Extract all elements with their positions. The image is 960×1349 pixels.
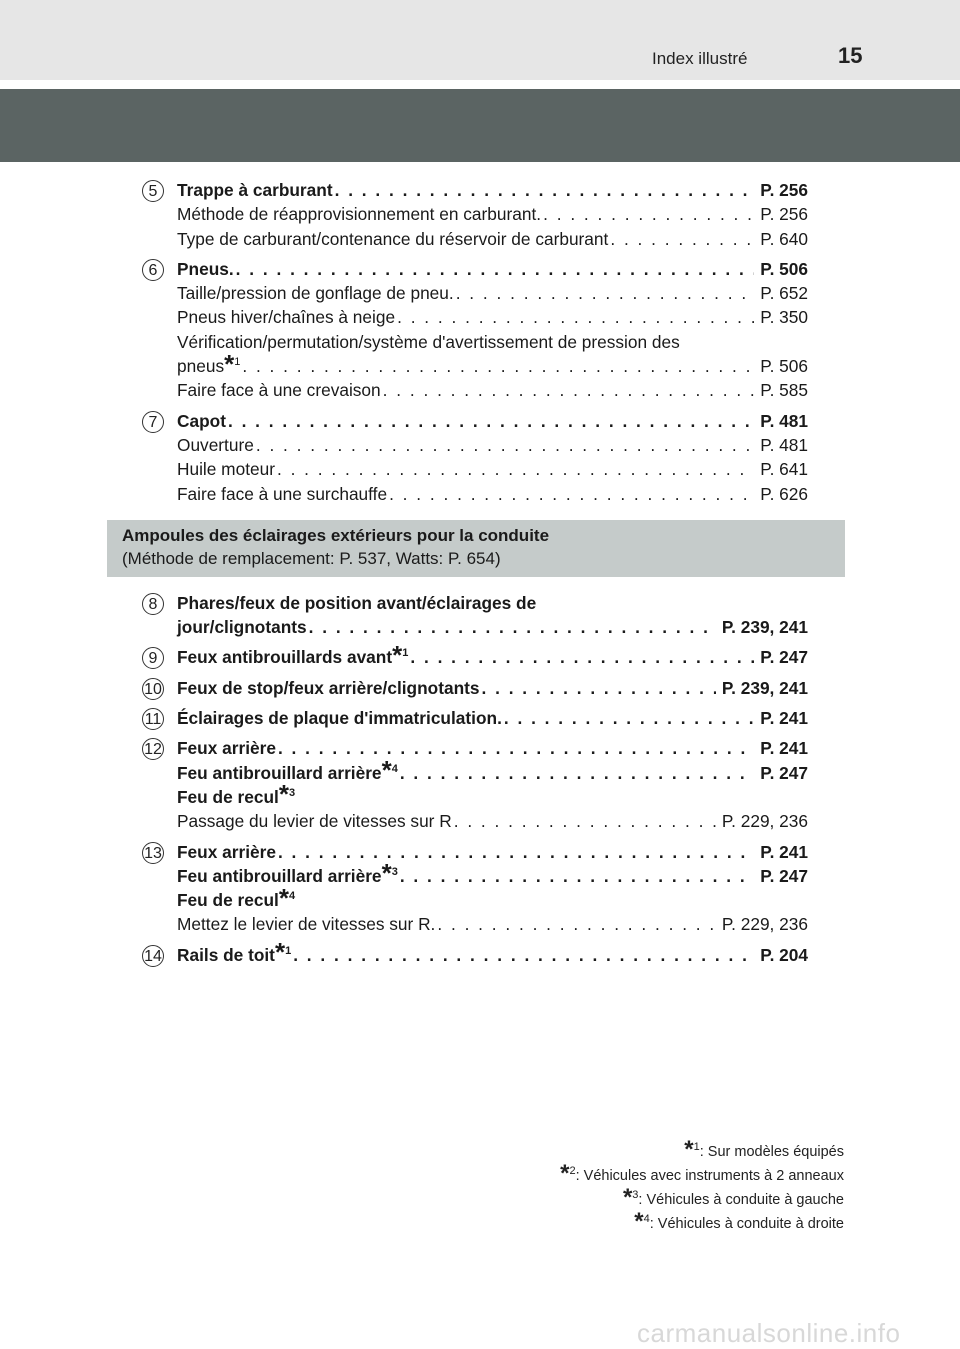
callout-number: 12: [142, 738, 164, 760]
page-header: [0, 0, 960, 80]
entry-label: Trappe à carburant: [177, 180, 333, 200]
index-entry: [177, 330, 808, 354]
entry-label: Faire face à une crevaison: [177, 380, 381, 401]
entry-label: Huile moteur: [177, 459, 275, 480]
index-entry: [177, 755, 808, 786]
footnote: *$^2$: Véhicules avec instruments à 2 anneaux: [560, 1160, 844, 1188]
entry-label: Feux arrière: [177, 841, 276, 862]
footnote-ref: 3: [288, 787, 296, 800]
footnote-star: *: [622, 1184, 633, 1212]
index-entry: [177, 639, 808, 670]
entry-label: Ouverture: [177, 434, 254, 455]
dot-leader: [383, 378, 755, 402]
footnote-number: 2: [569, 1165, 576, 1178]
entry-label: Vérification/permutation/système d'avertissement de pression des: [177, 331, 680, 352]
dot-leader: [277, 457, 754, 481]
index-entry: [177, 615, 808, 639]
page-reference: P. 641: [760, 459, 808, 480]
footnote-number: 3: [632, 1189, 639, 1202]
callout-number: 11: [142, 708, 164, 730]
footnote-star: *: [392, 639, 403, 670]
entry-label: Pneus.: [177, 258, 234, 279]
index-entry: [177, 433, 808, 457]
index-group: [0, 937, 960, 968]
callout-number: 13: [142, 842, 164, 864]
dot-leader: [410, 645, 754, 669]
index-entry: [177, 305, 808, 329]
callout-number: 10: [142, 678, 164, 700]
index-entry: [177, 257, 808, 281]
page-reference: P. 229, 236: [721, 914, 808, 935]
entry-label: Mettez le levier de vitesses sur R.: [177, 914, 436, 935]
footnote-ref: 3: [391, 866, 398, 879]
lamp-box-subtitle: (Méthode de remplacement: P. 537, Watts: P. 654): [122, 548, 501, 568]
footnote-ref: 1: [234, 356, 241, 369]
index-content: [0, 178, 960, 973]
dot-leader: [278, 840, 754, 864]
dot-leader: [610, 227, 754, 251]
dot-leader: [400, 761, 754, 785]
index-entry: [177, 779, 808, 810]
index-group: [0, 706, 960, 730]
footnote-ref: 4: [288, 890, 296, 903]
index-entry: [177, 202, 808, 226]
entry-label: Feux de stop/feux arrière/clignotants: [177, 677, 480, 698]
index-entry: [177, 591, 808, 615]
index-entry: [177, 858, 808, 889]
dot-leader: [397, 305, 754, 329]
footnote-star: *: [684, 1136, 694, 1164]
footnote-star: *: [274, 937, 286, 968]
section-title: Index illustré: [652, 49, 748, 68]
page-reference: P. 481: [760, 410, 808, 431]
page-reference: P. 506: [760, 258, 808, 279]
dot-leader: [309, 615, 716, 639]
watermark: carmanualsonline.info: [637, 1318, 901, 1348]
index-entry: [177, 706, 808, 730]
entry-label: Faire face à une surchauffe: [177, 483, 388, 504]
dot-leader: [456, 281, 755, 305]
footnote-star: *: [560, 1160, 570, 1188]
page-reference: P. 247: [760, 865, 808, 886]
lamp-box-title: Ampoules des éclairages extérieurs pour la conduite: [122, 525, 550, 545]
footnote: *$^1$: Sur modèles équipés: [684, 1136, 844, 1164]
callout-number: 7: [142, 411, 164, 433]
entry-label: Pneus hiver/chaînes à neige: [177, 307, 396, 328]
footnote-number: 1: [693, 1141, 700, 1154]
index-group: [0, 639, 960, 670]
index-group: [0, 840, 960, 937]
index-groups-bottom: [0, 591, 960, 967]
footnote-ref: 1: [402, 647, 409, 660]
entry-label: Rails de toit*$^1$: [177, 937, 292, 968]
page-reference: P. 239, 241: [721, 617, 808, 638]
dot-leader: [236, 257, 755, 281]
page-reference: P. 256: [760, 204, 808, 225]
entry-label: Passage du levier de vitesses sur R: [177, 811, 452, 832]
page-reference: P. 256: [760, 180, 808, 200]
index-entry: [177, 178, 808, 202]
page-reference: P. 241: [760, 708, 808, 729]
entry-label: Capot: [177, 410, 226, 431]
index-entry: [177, 937, 808, 968]
index-entry: [177, 348, 808, 379]
entry-label: jour/clignotants: [177, 617, 307, 638]
index-entry: [177, 840, 808, 864]
entry-label: Taille/pression de gonflage de pneu.: [177, 283, 454, 304]
dot-leader: [504, 706, 754, 730]
dot-leader: [543, 202, 754, 226]
dot-leader: [256, 433, 754, 457]
entry-label: Éclairages de plaque d'immatriculation.: [177, 708, 502, 729]
index-group: [0, 591, 960, 640]
page-reference: P. 241: [760, 738, 808, 759]
callout-number: 8: [142, 593, 164, 615]
dot-leader: [335, 178, 755, 202]
entry-label: Phares/feux de position avant/éclairages de: [177, 592, 537, 613]
footnote-ref: 4: [391, 762, 398, 775]
exterior-lamps-box: [107, 520, 845, 577]
page-reference: P. 241: [760, 841, 808, 862]
entry-label: Feu antibrouillard arrière*$^3$: [177, 858, 398, 889]
dot-leader: [228, 409, 754, 433]
index-entry: [177, 409, 808, 433]
index-group: [0, 736, 960, 833]
entry-label: Feux antibrouillards avant*$^1$: [177, 639, 409, 670]
page-number: 15: [838, 43, 863, 68]
page-reference: P. 239, 241: [721, 677, 808, 698]
dot-leader: [389, 482, 754, 506]
page-reference: P. 626: [760, 483, 808, 504]
footnote-star: *: [224, 348, 235, 379]
index-entry: [177, 912, 808, 936]
page-reference: P. 229, 236: [721, 811, 808, 832]
page-reference: P. 247: [760, 762, 808, 783]
header-band: [0, 89, 960, 162]
entry-label: Feu de recul*$^3$: [177, 779, 296, 810]
index-group: [0, 257, 960, 403]
index-entry: [177, 457, 808, 481]
footnote-star: *: [278, 882, 289, 913]
callout-number: 6: [142, 259, 164, 281]
callout-number: 14: [142, 945, 164, 967]
index-entry: [177, 227, 808, 251]
footnotes: [560, 1136, 844, 1236]
dot-leader: [482, 676, 716, 700]
page-reference: P. 204: [760, 944, 808, 965]
dot-leader: [437, 912, 715, 936]
footnote-star: *: [634, 1208, 644, 1236]
index-entry: [177, 809, 808, 833]
entry-label: Feu de recul*$^4$: [177, 882, 296, 913]
dot-leader: [400, 864, 754, 888]
page-reference: P. 640: [760, 228, 808, 249]
entry-label: Feux arrière: [177, 738, 276, 759]
footnote: *$^4$: Véhicules à conduite à droite: [634, 1208, 844, 1236]
page-reference: P. 350: [760, 307, 808, 328]
entry-label: Feu antibrouillard arrière*$^4$: [177, 755, 398, 786]
callout-number: 9: [142, 647, 164, 669]
entry-label: Méthode de réapprovisionnement en carburant.: [177, 204, 542, 225]
index-entry: [177, 676, 808, 700]
page-reference: P. 247: [760, 647, 808, 668]
footnote: *$^3$: Véhicules à conduite à gauche: [622, 1184, 844, 1212]
dot-leader: [293, 943, 754, 967]
index-groups-top: [0, 178, 960, 506]
footnote-ref: 1: [285, 944, 292, 957]
page-reference: P. 481: [760, 434, 808, 455]
page-reference: P. 652: [760, 283, 808, 304]
index-entry: [177, 482, 808, 506]
callout-number: 5: [142, 180, 164, 202]
footnote-star: *: [278, 779, 289, 810]
footnote-star: *: [381, 755, 392, 786]
dot-leader: [454, 809, 716, 833]
entry-label: pneus*$^1$: [177, 348, 241, 379]
page-reference: P. 585: [760, 380, 808, 401]
footnote-star: *: [381, 858, 392, 889]
index-group: [0, 409, 960, 506]
dot-leader: [278, 736, 754, 760]
index-entry: [177, 378, 808, 402]
index-group: [0, 178, 960, 251]
index-group: [0, 676, 960, 700]
index-entry: [177, 736, 808, 760]
footnote-number: 4: [643, 1213, 650, 1226]
page-reference: P. 506: [760, 356, 808, 377]
dot-leader: [242, 354, 754, 378]
index-entry: [177, 882, 808, 913]
entry-label: Type de carburant/contenance du réservoir de carburant: [177, 228, 609, 249]
index-entry: [177, 281, 808, 305]
